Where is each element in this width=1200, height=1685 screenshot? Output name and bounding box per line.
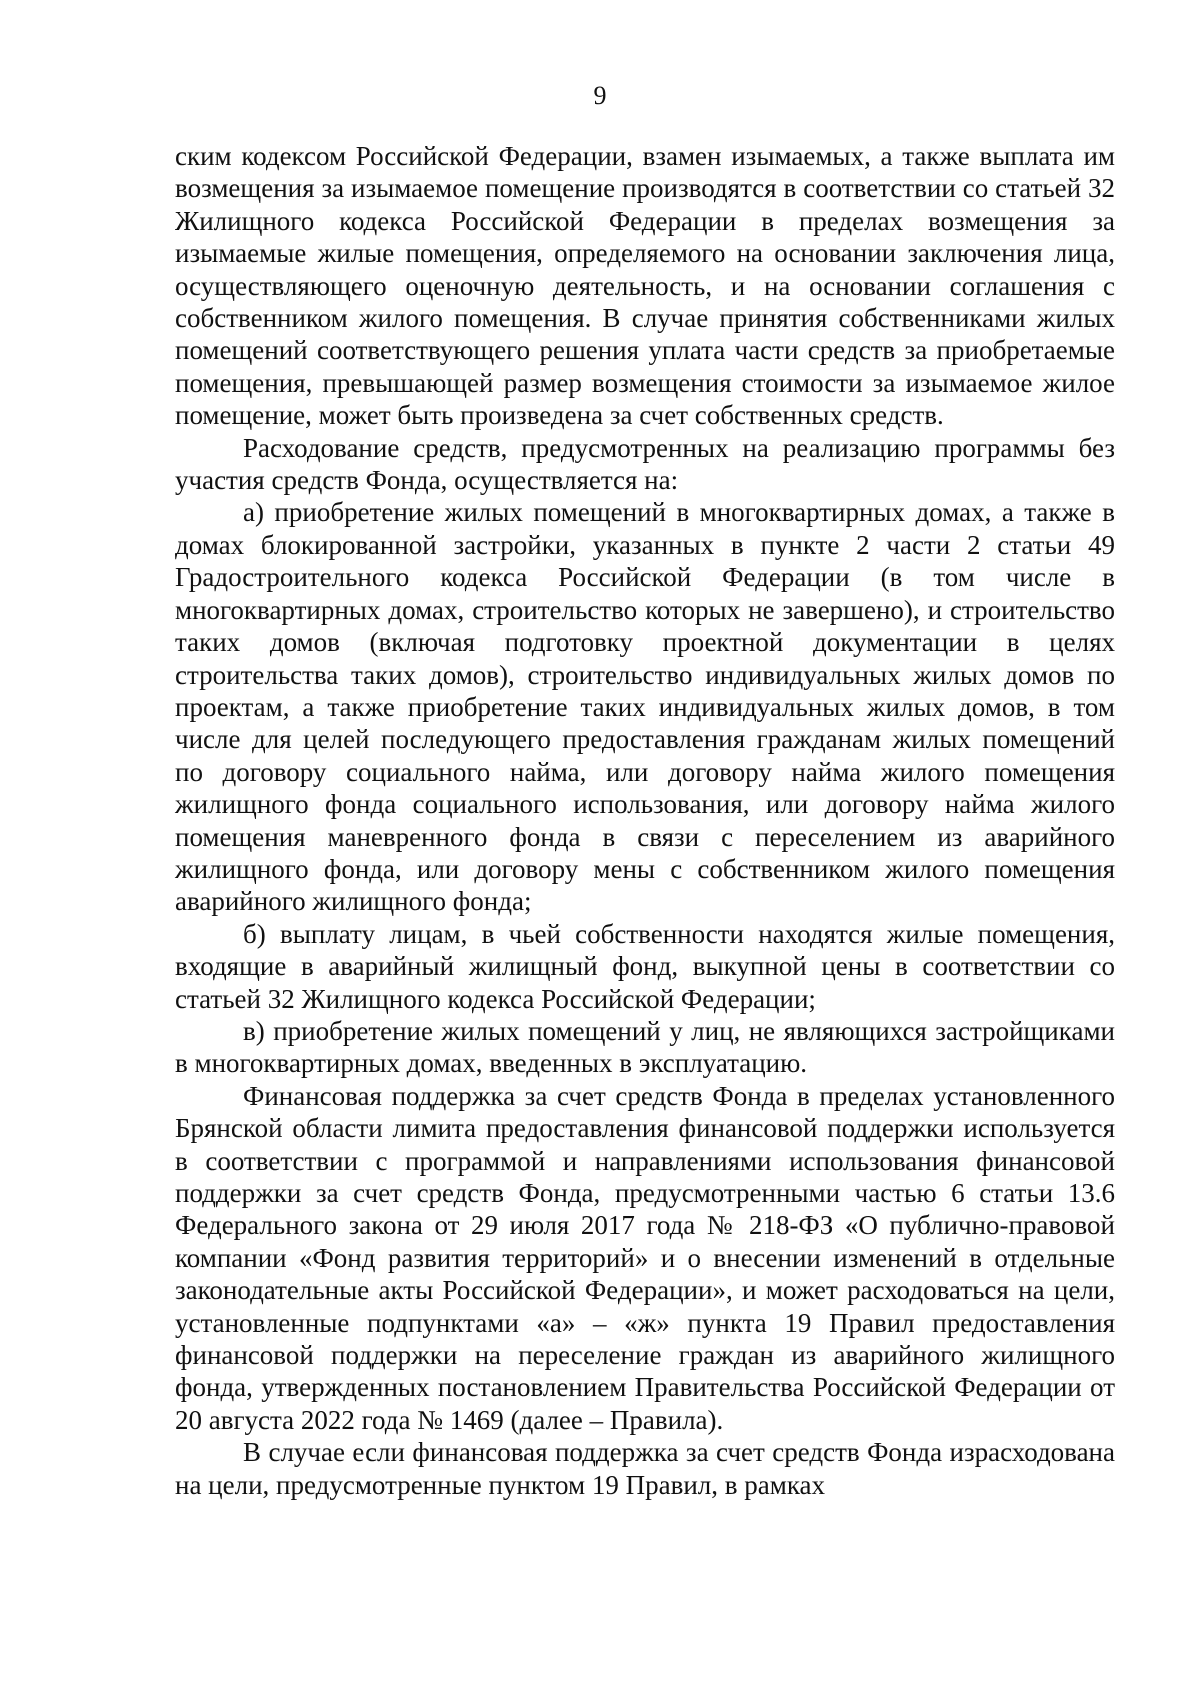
paragraph-financial-support: Финансовая поддержка за счет средств Фонда в пределах установленного Брянской области лимита предоставления финансовой поддержки используется в соответствии с программой и направлениями использования финансовой поддержки за счет средств Фонда, предусмотренными частью 6 статьи 13.6 Федерального закона от 29 июля 2017 года № 218-ФЗ «О публично-правовой компании «Фонд развития территорий» и о внесении изменений в отдельные законодательные акты Российской Федерации», и может расходоваться на цели, установленные подпунктами «а» – «ж» пункта 19 Правил предоставления финансовой поддержки на переселение граждан из аварийного жилищного фонда, утвержденных постановлением Правительства Российской Федерации от 20 августа 2022 года № 1469 (далее – Правила). bbox=[175, 1080, 1115, 1435]
paragraph-continuation: ским кодексом Российской Федерации, взамен изымаемых, а также выплата им возмещения за изымаемое помещение производятся в соответствии со статьей 32 Жилищного кодекса Российской Федерации в пределах возмещения за изымаемые жилые помещения, определяемого на основании заключения лица, осуществляющего оценочную деятельность, и на основании соглашения с собственником жилого помещения. В случае принятия собственниками жилых помещений соответствующего решения уплата части средств за приобретаемые помещения, превышающей размер возмещения стоимости за изымаемое жилое помещение, может быть произведена за счет собственных средств. bbox=[175, 141, 1115, 431]
paragraph-expenditure-intro: Расходование средств, предусмотренных на реализацию программы без участия средств Фонда, осуществляется на: bbox=[175, 432, 1115, 496]
paragraph-final: В случае если финансовая поддержка за счет средств Фонда израсходована на цели, предусмотренные пунктом 19 Правил, в рамках bbox=[175, 1437, 1115, 1500]
document-body bbox=[175, 140, 1115, 1501]
list-item-a: а) приобретение жилых помещений в многоквартирных домах, а также в домах блокированной застройки, указанных в пункте 2 части 2 статьи 49 Градостроительного кодекса Российской Федерации (в том числе в многоквартирных домах, строительство которых не завершено), и строительство таких домов (включая подготовку проектной документации в целях строительства таких домов), строительство индивидуальных жилых домов по проектам, а также приобретение таких индивидуальных жилых домов, в том числе для целей последующего предоставления гражданам жилых помещений по договору социального найма, или договору найма жилого помещения жилищного фонда социального использования, или договору найма жилого помещения маневренного фонда в связи с переселением из аварийного жилищного фонда, или договору мены с собственником жилого помещения аварийного жилищного фонда; bbox=[175, 497, 1115, 917]
list-item-v: в) приобретение жилых помещений у лиц, не являющихся застройщиками в многоквартирных домах, введенных в эксплуатацию. bbox=[175, 1015, 1115, 1079]
page-number: 9 bbox=[593, 81, 607, 110]
list-item-b: б) выплату лицам, в чьей собственности находятся жилые помещения, входящие в аварийный жилищный фонд, выкупной цены в соответствии со статьей 32 Жилищного кодекса Российской Федерации; bbox=[175, 918, 1115, 1014]
